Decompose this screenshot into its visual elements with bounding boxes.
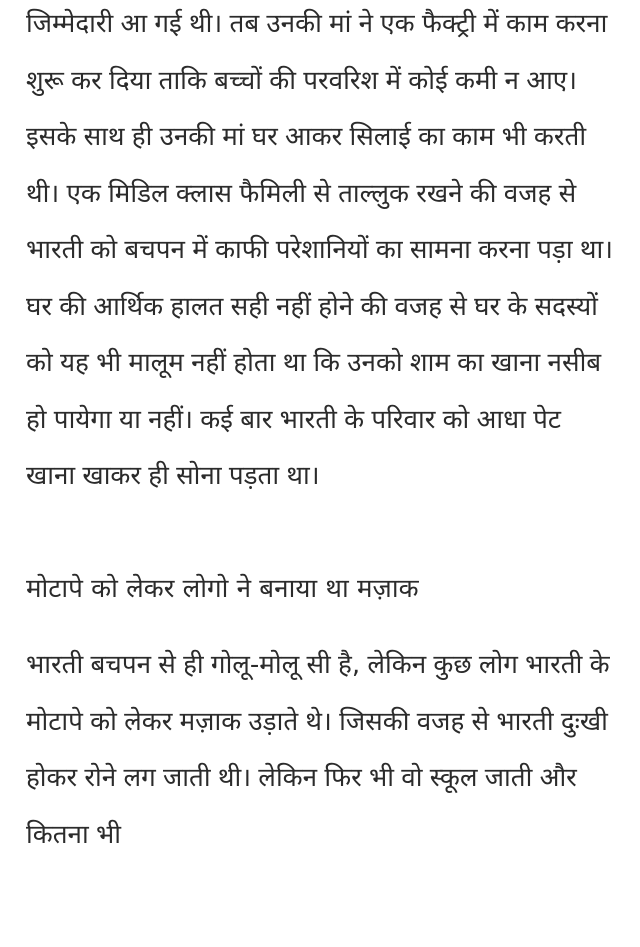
article-paragraph: भारती बचपन से ही गोलू-मोलू सी है, लेकिन कुछ लोग भारती के मोटापे को लेकर मज़ाक उड़ाते थे। जिसकी वजह से भारती दुःखी होकर रोने लग जाती थी। लेकिन फिर भी वो स्कूल जाती और कितना भी [26,650,610,850]
article-paragraph: जिम्मेदारी आ गई थी। तब उनकी मां ने एक फैक्ट्री में काम करना शुरू कर दिया ताकि बच्चों की परवरिश में कोई कमी न आए। इसके साथ ही उनकी मां घर आकर सिलाई का काम भी करती थी। एक मिडिल क्लास फैमिली से ताल्लुक रखने की वजह से भारती को बचपन में काफी परेशानियों का सामना करना पड़ा था। घर की आर्थिक हालत सही नहीं होने की वजह से घर के सदस्यों को यह भी मालूम नहीं होता था कि उनको शाम का खाना नसीब हो पायेगा या नहीं। कई बार भारती के परिवार को आधा पेट खाना खाकर ही सोना पड़ता था। [26,9,614,491]
section-heading: मोटापे को लेकर लोगो ने बनाया था मज़ाक [26,573,419,604]
